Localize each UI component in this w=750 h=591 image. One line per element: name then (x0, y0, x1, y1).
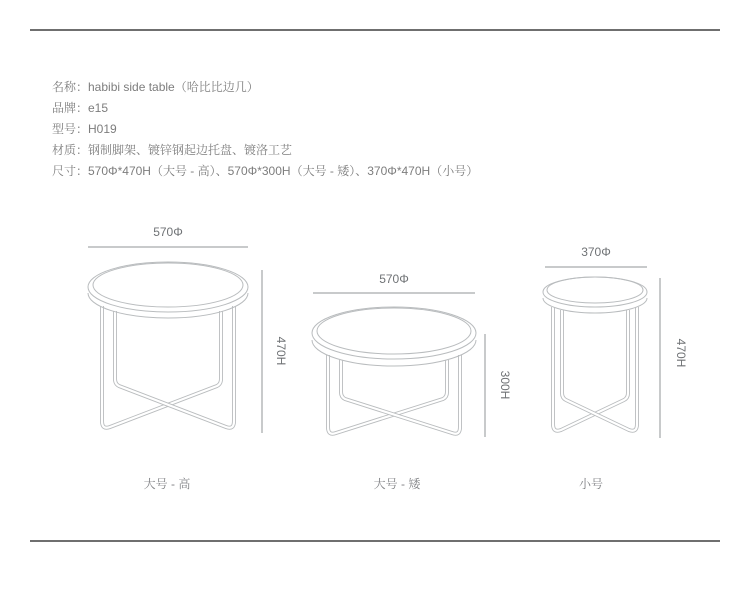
spec-model: 型号：H019 (52, 122, 117, 136)
tray-inner-surface (93, 263, 243, 307)
table-leg-frame (341, 355, 460, 434)
tray-rim-bottom-edge (543, 298, 647, 313)
table-small-diagram (543, 245, 688, 491)
table-caption: 大号 - 矮 (373, 477, 421, 491)
diameter-dimension-label: 570Φ (379, 272, 409, 286)
height-dimension-label: 470H (274, 336, 288, 366)
table-leg-frame-core (102, 306, 221, 428)
table-caption: 小号 (578, 477, 604, 491)
table-leg-frame-core (115, 306, 234, 428)
height-dimension-label: 300H (498, 370, 512, 400)
spec-material: 材质：钢制脚架、镀锌钢起边托盘、镀洛工艺 (52, 143, 293, 157)
tray-inner-surface (547, 277, 643, 303)
tray-rim-bottom-edge (88, 293, 248, 318)
tray-inner-surface (317, 308, 471, 354)
table-large-low-diagram (312, 272, 512, 491)
height-dimension-label: 470H (674, 338, 688, 368)
table-leg-frame (102, 306, 221, 428)
table-leg-frame-core (341, 355, 460, 434)
table-caption: 大号 - 高 (143, 477, 191, 491)
diameter-dimension-label: 570Φ (153, 225, 183, 239)
diameter-dimension-label: 370Φ (581, 245, 611, 259)
table-leg-frame (328, 355, 447, 434)
spec-name: 名称：habibi side table（哈比比边几） (52, 80, 259, 94)
table-leg-frame-core (328, 355, 447, 434)
tray-outer-rim (88, 262, 248, 312)
spec-brand: 品牌：e15 (52, 101, 109, 115)
spec-size: 尺寸：570Φ*470H（大号 - 高）、570Φ*300H（大号 - 矮）、370Φ*470H（小号） (52, 164, 479, 178)
tray-outer-rim (312, 307, 476, 359)
table-large-high-diagram (88, 225, 288, 491)
tray-rim-bottom-edge (312, 340, 476, 366)
table-leg-frame (115, 306, 234, 428)
